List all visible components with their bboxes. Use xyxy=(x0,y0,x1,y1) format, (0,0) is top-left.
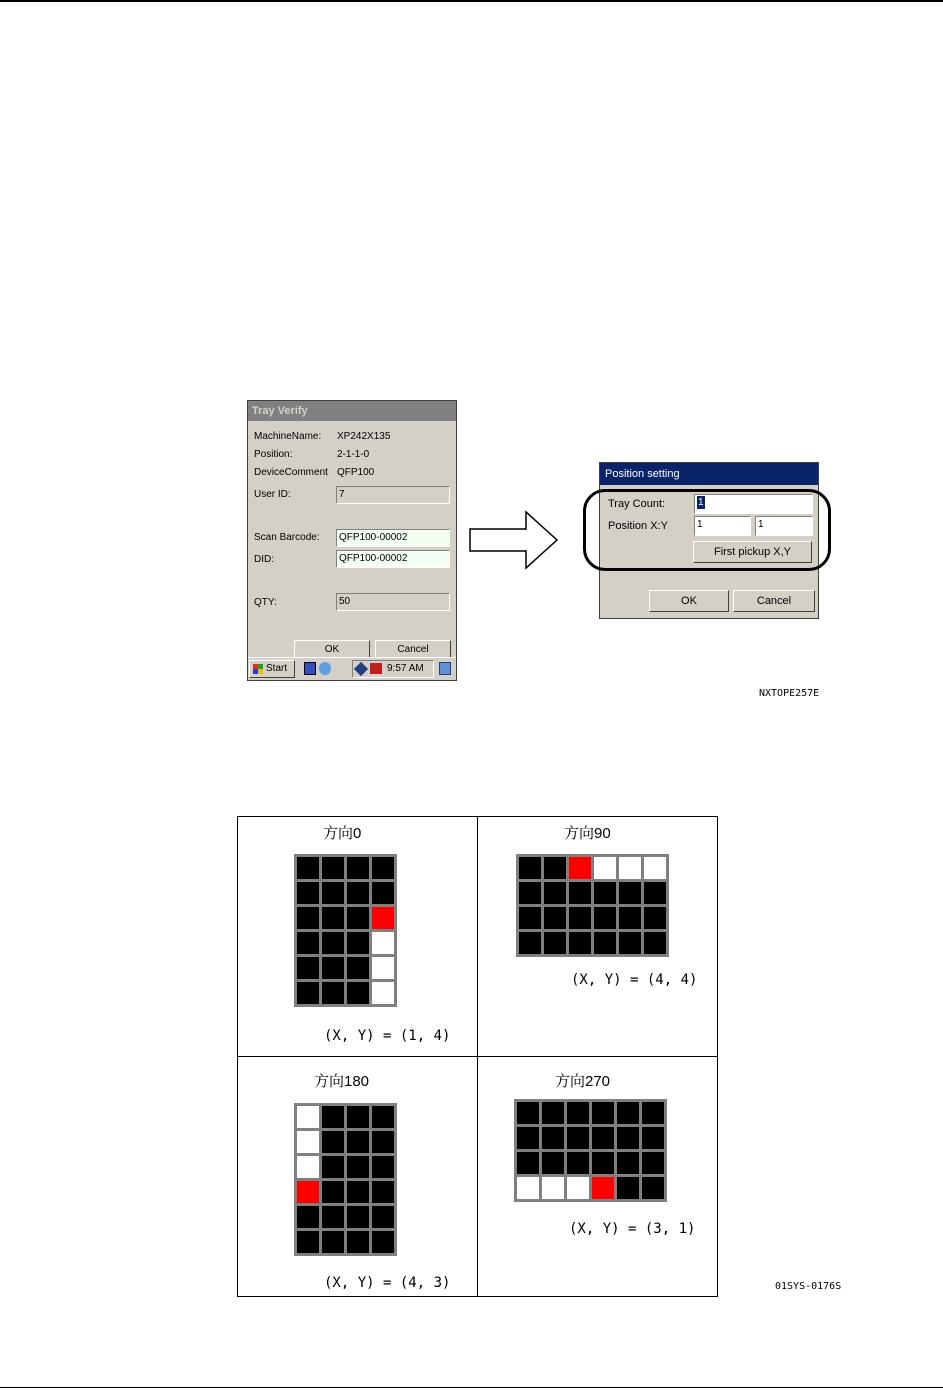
tray-cell xyxy=(594,882,616,904)
empty-cell xyxy=(517,1177,539,1199)
machine-name-value: XP242X135 xyxy=(337,431,391,442)
orientation-0-title: 方向0 xyxy=(323,825,362,842)
orientation-270-grid xyxy=(514,1099,667,1202)
tray-cell xyxy=(372,882,394,904)
tray-cell xyxy=(347,1131,369,1153)
tray-cell xyxy=(297,932,319,954)
orientation-180-coord: (X, Y) = (4, 3) xyxy=(324,1275,451,1291)
tray-cell xyxy=(297,982,319,1004)
tray-cell xyxy=(322,1106,344,1128)
empty-cell xyxy=(372,982,394,1004)
first-pickup-cell xyxy=(297,1181,319,1203)
tray-cell xyxy=(642,1127,664,1149)
orientation-270-title: 方向270 xyxy=(555,1073,611,1090)
tray-cell xyxy=(347,957,369,979)
tray-cell xyxy=(372,1206,394,1228)
empty-cell xyxy=(567,1177,589,1199)
tray-cell xyxy=(569,882,591,904)
position-xy-label: Position X:Y xyxy=(608,520,668,532)
tray-cell xyxy=(544,882,566,904)
tray-cell xyxy=(322,1131,344,1153)
tray-cell xyxy=(617,1177,639,1199)
tray-count-value: 1 xyxy=(698,497,704,508)
orientation-90-title: 方向90 xyxy=(564,825,611,842)
tray-cell xyxy=(592,1152,614,1174)
tray-cell xyxy=(644,882,666,904)
tray-cell xyxy=(642,1102,664,1124)
position-y-input[interactable]: 1 xyxy=(755,516,813,536)
windows-flag-icon xyxy=(253,664,263,674)
tray-cell xyxy=(567,1102,589,1124)
header-rule xyxy=(0,0,943,2)
tray-cell xyxy=(594,932,616,954)
table-divider-horizontal xyxy=(238,1056,717,1057)
tray-cell xyxy=(347,1231,369,1253)
orientation-0-grid xyxy=(294,854,397,1007)
tray-cell xyxy=(617,1152,639,1174)
empty-cell xyxy=(372,957,394,979)
keyboard-icon[interactable] xyxy=(304,662,316,675)
tray-cell xyxy=(372,1106,394,1128)
tray-cell xyxy=(372,1156,394,1178)
did-label: DID: xyxy=(254,554,274,565)
orientation-270-coord: (X, Y) = (3, 1) xyxy=(569,1221,696,1237)
tray-cell xyxy=(347,932,369,954)
machine-name-label: MachineName: xyxy=(254,431,322,442)
tray-cell xyxy=(347,982,369,1004)
tray-cell xyxy=(372,1231,394,1253)
highlight-ring xyxy=(583,489,831,571)
figure-code-1: NXTOPE257E xyxy=(759,688,820,699)
tray-cell xyxy=(297,882,319,904)
orientation-90-coord: (X, Y) = (4, 4) xyxy=(571,972,698,988)
orientation-180-grid xyxy=(294,1103,397,1256)
tray-cell xyxy=(347,907,369,929)
tray-cell xyxy=(617,1102,639,1124)
orientation-0-coord: (X, Y) = (1, 4) xyxy=(324,1028,451,1044)
position-setting-title: Position setting xyxy=(600,463,818,485)
tray-cell xyxy=(372,857,394,879)
tray-cell xyxy=(347,1181,369,1203)
empty-cell xyxy=(594,857,616,879)
tray-cell xyxy=(619,932,641,954)
tray-cell xyxy=(347,882,369,904)
first-pickup-button[interactable]: First pickup X,Y xyxy=(693,541,812,563)
empty-cell xyxy=(542,1177,564,1199)
tray-cell xyxy=(322,882,344,904)
tray-cell xyxy=(519,882,541,904)
qty-field: 50 xyxy=(336,593,450,611)
tray-cell xyxy=(544,857,566,879)
tray-cell xyxy=(519,857,541,879)
tray-cell xyxy=(517,1127,539,1149)
scan-barcode-label: Scan Barcode: xyxy=(254,532,320,543)
orientation-180-title: 方向180 xyxy=(314,1073,370,1090)
tray-cell xyxy=(347,857,369,879)
tray-cell xyxy=(372,1181,394,1203)
empty-cell xyxy=(297,1106,319,1128)
orientation-table xyxy=(237,816,718,1297)
tray-count-label: Tray Count: xyxy=(608,498,666,510)
empty-cell xyxy=(644,857,666,879)
tray-cell xyxy=(297,1206,319,1228)
ok-button[interactable]: OK xyxy=(294,640,370,660)
tray-cell xyxy=(642,1177,664,1199)
tray-cell xyxy=(347,1206,369,1228)
network-icon[interactable] xyxy=(319,662,331,675)
tray-cell xyxy=(592,1102,614,1124)
device-comment-label: DeviceComment xyxy=(254,467,328,478)
clock: 9:57 AM xyxy=(387,663,424,674)
pen-icon xyxy=(370,663,382,674)
orientation-90-grid xyxy=(516,854,669,957)
tray-cell xyxy=(569,907,591,929)
empty-cell xyxy=(297,1131,319,1153)
tray-cell xyxy=(542,1102,564,1124)
footer-rule xyxy=(0,1387,943,1388)
tray-cell xyxy=(544,932,566,954)
tray-cell xyxy=(644,932,666,954)
tray-cell xyxy=(619,882,641,904)
figure-code-2: 01SYS-0176S xyxy=(775,1281,842,1292)
tray-cell xyxy=(542,1127,564,1149)
tray-cell xyxy=(567,1127,589,1149)
position-value: 2-1-1-0 xyxy=(337,449,370,460)
position-cancel-button[interactable]: Cancel xyxy=(733,590,815,612)
tray-cell xyxy=(297,857,319,879)
taskbar xyxy=(248,657,456,680)
empty-cell xyxy=(372,932,394,954)
tray-cell xyxy=(322,932,344,954)
tray-cell xyxy=(322,957,344,979)
position-ok-button[interactable]: OK xyxy=(649,590,729,612)
tray-cell xyxy=(519,907,541,929)
desktop-icon[interactable] xyxy=(439,662,451,675)
device-comment-value: QFP100 xyxy=(337,467,375,478)
tray-cell xyxy=(519,932,541,954)
tray-cell xyxy=(569,932,591,954)
qty-label: QTY: xyxy=(254,597,277,608)
tray-cell xyxy=(322,907,344,929)
first-pickup-cell xyxy=(372,907,394,929)
start-label: Start xyxy=(266,663,288,674)
tray-cell xyxy=(617,1127,639,1149)
tray-cell xyxy=(517,1152,539,1174)
tray-cell xyxy=(567,1152,589,1174)
cancel-button[interactable]: Cancel xyxy=(375,640,451,660)
tray-cell xyxy=(322,1231,344,1253)
tray-verify-window xyxy=(247,400,457,681)
user-id-field: 7 xyxy=(336,486,450,504)
first-pickup-cell xyxy=(569,857,591,879)
tray-cell xyxy=(322,982,344,1004)
tray-cell xyxy=(297,957,319,979)
first-pickup-cell xyxy=(592,1177,614,1199)
empty-cell xyxy=(619,857,641,879)
tray-cell xyxy=(619,907,641,929)
tray-cell xyxy=(594,907,616,929)
tray-cell xyxy=(297,907,319,929)
scan-barcode-input[interactable]: QFP100-00002 xyxy=(336,529,450,547)
tray-cell xyxy=(322,1156,344,1178)
tray-cell xyxy=(322,857,344,879)
sync-icon xyxy=(354,662,368,676)
position-x-input[interactable]: 1 xyxy=(694,516,751,536)
tray-cell xyxy=(542,1152,564,1174)
user-id-label: User ID: xyxy=(254,489,291,500)
tray-cell xyxy=(372,1131,394,1153)
tray-cell xyxy=(642,1152,664,1174)
tray-cell xyxy=(517,1102,539,1124)
tray-cell xyxy=(644,907,666,929)
system-tray xyxy=(352,660,434,678)
tray-cell xyxy=(347,1156,369,1178)
right-arrow-icon xyxy=(468,510,560,570)
did-input[interactable]: QFP100-00002 xyxy=(336,550,450,568)
tray-cell xyxy=(544,907,566,929)
tray-cell xyxy=(592,1127,614,1149)
tray-cell xyxy=(297,1231,319,1253)
tray-cell xyxy=(322,1206,344,1228)
tray-cell xyxy=(347,1106,369,1128)
position-label: Position: xyxy=(254,449,293,460)
tray-cell xyxy=(322,1181,344,1203)
start-button[interactable] xyxy=(249,660,295,678)
tray-verify-title: Tray Verify xyxy=(248,401,456,421)
empty-cell xyxy=(297,1156,319,1178)
